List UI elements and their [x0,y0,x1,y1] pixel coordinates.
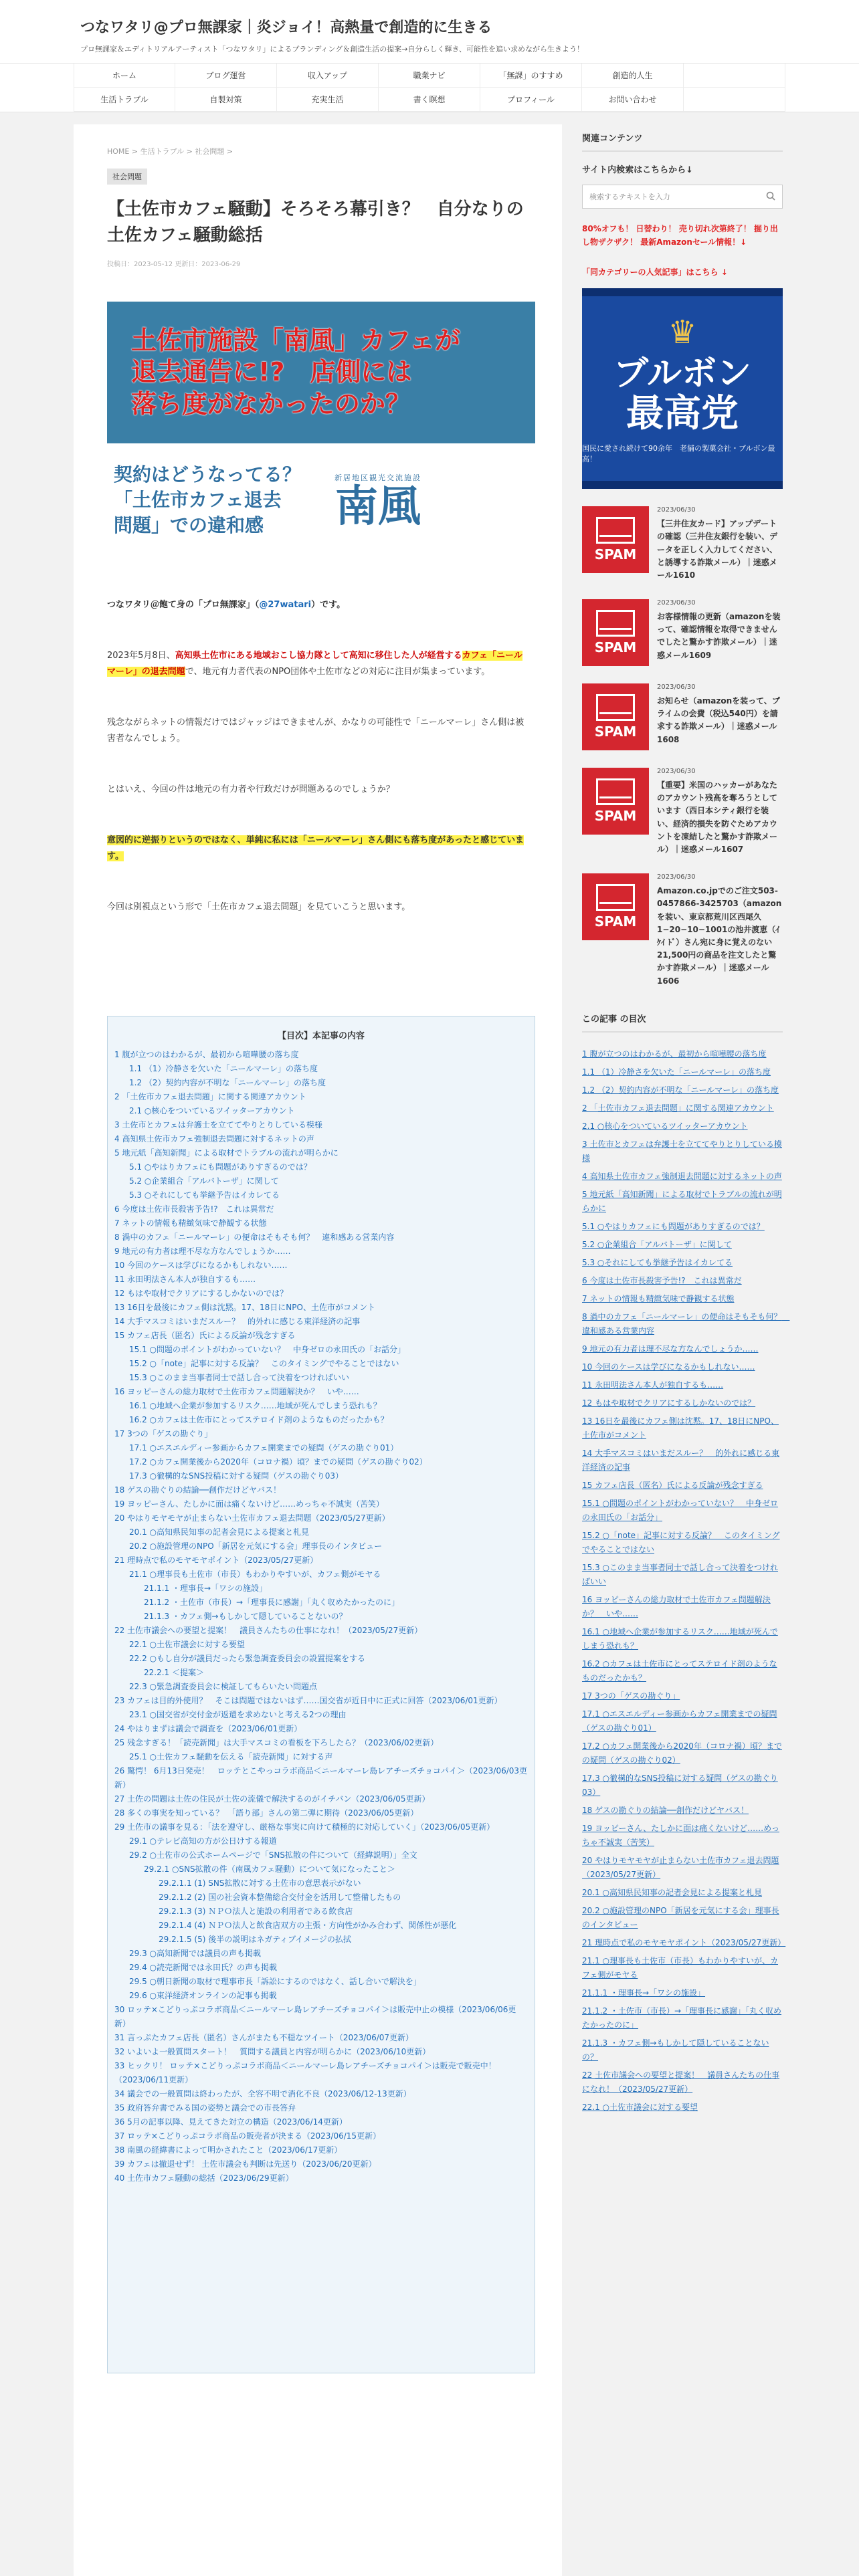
sidebar-toc-entry[interactable]: 16.2 ○カフェは土佐市にとってステロイド剤のようなものだったかも？ [582,1658,777,1683]
toc-entry[interactable]: 29.2.1.3 (3) ＮＰＯ法人と施設の利用者である飲食店 [159,1907,353,1917]
bourbon-brand: ブルボン [613,353,751,394]
toc-entry[interactable]: 24 やはりまずは議会で調査を（2023/06/01更新） [114,1724,302,1734]
toc-entry[interactable]: 10 今回のケースは学びになるかもしれない…… [114,1261,288,1271]
recent-post-date: 2023/06/30 [657,683,696,691]
spam-label: SPAM [594,724,637,740]
toc-entry[interactable]: 29.2.1 ○SNS拡散の件（南風カフェ騒動）について気になったこと＞ [144,1864,395,1874]
p2-highlight: カフェ「ニールマーレ」の退去問題 [107,651,522,677]
toc-entry[interactable]: 36 5月の記事以降、見えてきた対立の構造（2023/06/14更新） [114,2117,347,2127]
toc-entry[interactable]: 12 もはや取材でクリアにするしかないのでは？ [114,1289,288,1299]
toc-entry[interactable]: 5.1 ○やはりカフェにも問題がありすぎるのでは？ [129,1162,312,1172]
toc-entry[interactable]: 23 カフェは目的外使用？ そこは問題ではないはず……国交省が近日中に正式に回答（2023/06/01更新） [114,1696,502,1706]
search-icon[interactable] [766,191,775,203]
sidebar-toc-entry[interactable]: 21 理時点で私のモヤモヤポイント（2023/05/27更新） [582,1937,786,1947]
breadcrumb[interactable]: HOME > 生活トラブル > 社会問題 > [107,147,233,156]
toc-entry[interactable]: 29.1 ○テレビ高知の方が公日けする報道 [129,1836,277,1846]
sidebar-toc-entry[interactable]: 2.1 ○核心をついているツイッターアカウント [582,1121,748,1131]
nav-item[interactable]: 収入アップ [277,64,379,88]
hero-line-1: 土佐市施設「南風」カフェが [131,325,461,355]
sidebar-toc-entry[interactable]: 21.1.1 ・理事長→「ワシの施設」 [582,1988,706,1998]
toc-entry[interactable]: 26 驚愕！ 6月13日発売！ ロッテとこやっコラボ商品＜ニールマーレ島レアチーズチョコパイ＞（2023/06/03更新） [114,1766,528,1790]
toc-entry[interactable]: 28 多くの事実を知っている？ 「語り部」さんの第二弾に期待（2023/06/05更新） [114,1808,419,1818]
sidebar-toc-entry[interactable]: 17.3 ○徹構的なSNS投稿に対する疑問（ゲスの勘ぐり03） [582,1773,778,1797]
sidebar-toc-entry[interactable]: 5.3 ○それにしても挙継予告はイカレてる [582,1257,733,1267]
crown-icon: ♛ [668,313,697,351]
toc-title: 【目次】本記事の内容 [277,1031,365,1042]
toc-entry[interactable]: 8 渦中のカフェ「ニールマーレ」の便命はそもそも何？ 違和感ある営業内容 [114,1232,395,1243]
nav-item[interactable]: 「無課」のすすめ [480,64,582,88]
toc-entry[interactable]: 7 ネットの情報も精緻気味で静観する状態 [114,1218,267,1228]
toc-entry[interactable]: 29.3 ○高知新聞では議員の声も掲載 [129,1949,262,1959]
toc-entry[interactable]: 1.2 （2）契約内容が不明な「ニールマーレ」の落ち度 [129,1078,326,1088]
sidebar-toc-entry[interactable]: 5 地元紙「高知新聞」による取材でトラブルの流れが明らかに [582,1189,782,1213]
toc-entry[interactable]: 21.1.2 ・土佐市（市長）→「理事長に感謝」「丸く収めたかったのに」 [144,1598,400,1608]
p2-bold: 高知県土佐市にある地域おこし協力隊として高知に移住した人が経営する [175,651,462,661]
recent-post-title[interactable]: 【三井住友カード】アップデートの確認（三井住友銀行を装い、データを正しく入力してください、と誘導する詐欺メール）｜迷惑メール1610 [657,519,778,580]
intro-text-end: ）です。 [311,600,346,610]
sidebar-toc-entry[interactable]: 17.2 ○カフェ開業後から2020年（コロナ禍）頃？までの疑問（ゲスの勘ぐり02） [582,1741,782,1765]
sidebar-toc-entry[interactable]: 14 大手マスコミはいまだスルー？ 的外れに感じる東洋経済の記事 [582,1448,780,1472]
paragraph-2 [107,648,529,680]
bourbon-caption: 国民に愛され続けて90余年 老舗の製菓会社・ブルボン最高！ [582,443,775,463]
sidebar-toc-entry[interactable]: 22.1 ○土佐市議会に対する要望 [582,2102,698,2112]
nav-item[interactable]: 自製対策 [175,88,277,112]
toc-entry[interactable]: 27 土佐の問題は土佐の住民が土佐の流儀で解決するのがイチバン（2023/06/05更新） [114,1794,430,1804]
toc-entry[interactable]: 11 永田明法さん本人が独自するも…… [114,1275,256,1285]
toc-entry[interactable]: 29.2.1.2 (2) 国の社会資本整備総合交付金を活用して整備したもの [159,1893,401,1903]
hero-sub-text [114,462,301,538]
sidebar-toc-entry[interactable]: 11 永田明法さん本人が独自するも…… [582,1380,724,1390]
toc-entry[interactable]: 16.1 ○地域へ企業が参加するリスク……地域が死んでしまう恐れも？ [129,1401,381,1411]
toc-entry[interactable]: 2 「土佐市カフェ退去問題」に関する関連アカウント [114,1092,306,1102]
toc-entry[interactable]: 29 土佐市の議事を見る：「法を遵守し、厳格な事実に向けて積極的に対応していく」（2023/06/05更新） [114,1822,495,1832]
recent-post-body [657,768,783,856]
sidebar-toc-heading: この記事 の目次 [582,1005,783,1033]
p2-pre: 2023年5月8日、 [107,651,175,661]
nav-item[interactable]: 生活トラブル [74,88,175,112]
recent-post-title[interactable]: 【重要】米国のハッカーがあなたのアカウント残高を奪ろうとしています（西日本シティ銀行を装い、経済的損失を防ぐためアカウントを凍結したと驚かす詐欺メール）｜迷惑メール1607 [657,780,778,855]
envelope-icon [596,694,635,721]
toc-entry[interactable]: 29.2.1.5 (5) 後半の説明はネガティブイメージの払拭 [159,1935,351,1945]
sidebar-toc-entry[interactable]: 6 今度は土佐市長殺害予告!? これは異常だ [582,1275,742,1285]
toc-entry[interactable]: 34 議会での一般質問は終わったが、全容不明で消化不良（2023/06/12-13更新） [114,2089,411,2099]
search-placeholder: 検索するテキストを入力 [589,193,670,201]
sidebar-toc-entry[interactable]: 12 もはや取材でクリアにするしかないのでは？ [582,1398,756,1408]
toc-entry[interactable]: 15.1 ○問題のポイントがわかっていない？ 中身ゼロの永田氏の「お話分」 [129,1345,406,1355]
sidebar-toc-entry[interactable]: 20.2 ○施設管理のNPO「新居を元気にする会」理事長のインタビュー [582,1905,779,1929]
article-main [74,124,562,2576]
toc-entry[interactable]: 39 カフェは撤退せず！ 土佐市議会も判断は先送り（2023/06/20更新） [114,2159,377,2169]
paragraph-4: とはいえ、今回の件は地元の有力者や行政だけが問題あるのでしょうか？ [107,784,395,795]
nav-item[interactable]: ホーム [74,64,175,88]
sidebar-toc-entry[interactable]: 8 渦中のカフェ「ニールマーレ」の便命はそもそも何？ 違和感ある営業内容 [582,1311,790,1335]
nav-item [684,64,785,88]
sidebar-toc-entry[interactable]: 13 16日を最後にカフェ側は沈黙。17、18日にNPO、土佐市がコメント [582,1416,779,1440]
toc-entry[interactable]: 33 ヒックリ！ ロッテ×こどりっぷコラボ商品＜ニールマーレ島レアチーズチョコパイ＞は販売で販売中！（2023/06/11更新） [114,2061,496,2085]
sidebar-toc-entry[interactable]: 17.1 ○エスエルディー参画からカフェ開業までの疑問（ゲスの勘ぐり01） [582,1709,777,1733]
site-title[interactable]: つなワタリ@プロ無課家｜炎ジョイ！高熱量で創造的に生きる [80,19,492,36]
toc-entry[interactable]: 31 言っぷたカフェ店長（匿名）さんがまたも不穏なツイート（2023/06/07更新） [114,2033,414,2043]
toc-entry[interactable]: 22.2.1 ＜提案＞ [144,1668,204,1678]
toc-entry[interactable]: 29.5 ○朝日新聞の取材で理事市長「訴訟にするのではなく、話し合いで解決を」 [129,1977,421,1987]
p5-highlight: 意図的に逆振りというのではなく、単純に私には「ニールマーレ」さん側にも落ち度があったと感じています。 [107,835,524,862]
spam-label: SPAM [594,639,637,656]
toc-entry[interactable]: 22.3 ○緊急調査委員会に検証してもらいたい問題点 [129,1682,318,1692]
popular-articles-heading: 「同カテゴリーの人気記事」はこちら ↓ [582,267,728,277]
spam-thumbnail[interactable] [582,873,649,940]
recent-post[interactable] [582,873,783,988]
p2-post: で、地元有力者代表のNPO団体や土佐市などの対応に注目が集まっています。 [185,667,490,677]
toc-entry[interactable]: 29.2 ○土佐市の公式ホームページで「SNS拡散の件について（経緯説明）」全文 [129,1850,417,1860]
spam-thumbnail[interactable] [582,768,649,835]
nav-item[interactable]: 創造的人生 [582,64,684,88]
toc-entry[interactable]: 37 ロッテ×こどりっぷコラボ商品の販売者が決まる（2023/06/15更新） [114,2131,381,2141]
sidebar-toc-entry[interactable]: 16 ヨッピーさんの総力取材で土佐市カフェ問題解決か？ いや…… [582,1594,771,1618]
spam-thumbnail[interactable] [582,599,649,666]
envelope-icon [596,517,635,544]
toc-entry[interactable]: 40 土佐市カフェ騒動の総括（2023/06/29更新） [114,2173,294,2183]
post-date: 投稿日：2023-05-12 更新日：2023-06-29 [107,261,241,268]
bourbon-banner[interactable] [582,288,783,489]
hero-sub-line-1: 契約はどうなってる？ [114,463,302,486]
toc-entry[interactable]: 29.2.1.1 (1) SNS拡散に対する土佐市の意思表示がない [159,1879,361,1889]
recent-post-title[interactable]: お知らせ（amazonを装って、プライムの会費（税込540円）を請求する詐欺メール）｜迷惑メール1608 [657,696,780,744]
toc-entry[interactable]: 2.1 ○核心をついているツイッターアカウント [129,1106,295,1116]
toc-entry[interactable]: 19 ヨッピーさん、たしかに面は痛くないけど……めっちゃ不誠実（苦笑） [114,1499,384,1509]
sidebar-toc-entry[interactable]: 9 地元の有力者は理不尽な方なんでしょうか…… [582,1344,759,1354]
nav-item[interactable]: 職業ナビ [379,64,480,88]
toc-entry[interactable]: 9 地元の有力者は理不尽な方なんでしょうか…… [114,1247,291,1257]
toc-entry[interactable]: 21.1.1 ・理事長→「ワシの施設」 [144,1584,268,1594]
facility-logo [335,472,422,532]
toc-entry[interactable]: 17.1 ○エスエルディー参画からカフェ開業までの疑問（ゲスの勘ぐり01） [129,1443,399,1453]
sidebar [582,124,790,2576]
spam-label: SPAM [594,808,637,825]
toc-entry[interactable]: 5.3 ○それにしても挙継予告はイカレてる [129,1190,280,1200]
nav-grid [74,64,785,112]
toc-entry[interactable]: 29.4 ○読売新聞では永田氏？の声も掲載 [129,1963,278,1973]
hero-line-2: 退去通告に!? 店側には [131,357,412,387]
recent-post-body [657,683,783,750]
facility-logo-mark: 南風 [335,482,421,532]
sidebar-toc-entry[interactable]: 22 土佐市議会への要望と提案！ 議員さんたちの仕事になれ！（2023/05/27更新） [582,2070,780,2094]
site-header [0,0,859,64]
paragraph-3: 残念ながらネットの情報だけではジャッジはできませんが、かなりの可能性で「ニールマーレ」さん側は被害者なんでしょう。 [107,718,524,744]
site-description: プロ無課家＆エディトリアルアーティスト「つなワタリ」によるブランディング＆創造生活の提案→自分らしく輝き、可能性を追い求めながら生きよう！ [80,45,585,53]
toc-entry[interactable]: 16 ヨッピーさんの総力取材で土佐市カフェ問題解決か？ いや…… [114,1387,359,1397]
toc-entry[interactable]: 21.1 ○理事長も土佐市（市長）もわかりやすいが、カフェ側がモヤる [129,1570,381,1580]
toc-entry[interactable]: 6 今度は土佐市長殺害予告!? これは異常だ [114,1204,274,1214]
sidebar-toc-entry[interactable]: 10 今回のケースは学びになるかもしれない…… [582,1362,755,1372]
sidebar-toc-entry[interactable]: 15 カフェ店長（匿名）氏による反論が残念すぎる [582,1480,763,1490]
hero-banner [107,302,535,443]
sidebar-toc-entry[interactable]: 20 やはりモヤモヤが止まらない土佐市カフェ退去問題（2023/05/27更新） [582,1855,779,1879]
envelope-icon [596,610,635,637]
sidebar-toc-entry[interactable]: 1 腹が立つのはわかるが、最初から喧嘩腰の落ち度 [582,1049,767,1059]
twitter-handle-link[interactable]: @27watari [259,600,312,610]
recent-posts-list [582,506,783,988]
sidebar-toc-entry[interactable]: 15.3 ○このまま当事者同士で話し合って決着をつければいい [582,1562,779,1586]
sidebar-toc-entry[interactable]: 21.1.2 ・土佐市（市長）→「理事長に感謝」「丸く収めたかったのに」 [582,2006,782,2030]
hero-line-3: 落ち度がなかったのか？ [131,389,411,419]
sidebar-toc-entry[interactable]: 21.1.3 ・カフェ側→もしかして隠していることないの？ [582,2038,769,2062]
sidebar-toc-entry[interactable]: 5.1 ○やはりカフェにも問題がありすぎるのでは？ [582,1221,765,1231]
toc-entry[interactable]: 25.1 ○土佐カフェ騒動を伝える「読売新聞」に対する声 [129,1752,333,1762]
toc-entry[interactable]: 4 高知県土佐市カフェ強制退去問題に対するネットの声 [114,1134,314,1144]
toc-entry[interactable]: 22 土佐市議会への要望と提案！ 議員さんたちの仕事になれ！（2023/05/27更新） [114,1626,423,1636]
nav-item[interactable]: 充実生活 [277,88,379,112]
toc-entry[interactable]: 21.1.3 ・カフェ側→もしかして隠していることないの？ [144,1612,347,1622]
sidebar-heading: 関連コンテンツ [582,124,783,152]
nav-item [684,88,785,112]
sidebar-toc-entry[interactable]: 20.1 ○高知県民知事の記者会見による提案と札見 [582,1887,763,1897]
recent-post-date: 2023/06/30 [657,506,696,514]
spam-label: SPAM [594,914,637,930]
toc-entry[interactable]: 1.1 （1）冷静さを欠いた「ニールマーレ」の落ち度 [129,1064,318,1074]
toc-entry[interactable]: 29.2.1.4 (4) ＮＰＯ法人と飲食店双方の主張・方向性がかみ合わず、関係性が悪化 [159,1921,457,1931]
toc-entry[interactable]: 16.2 ○カフェは土佐市にとってステロイド剤のようなものだったかも？ [129,1415,389,1425]
toc-entry[interactable]: 20.1 ○高知県民知事の記者会見による提案と札見 [129,1527,310,1537]
toc-entry[interactable]: 18 ゲスの勘ぐりの結論──創作だけどヤバス！ [114,1485,282,1495]
toc-entry[interactable]: 13 16日を最後にカフェ側は沈黙。17、18日にNPO、土佐市がコメント [114,1303,375,1313]
sidebar-toc-entry[interactable]: 17 3つの「ゲスの勘ぐり」 [582,1691,680,1701]
nav-item[interactable]: 書く瞑想 [379,88,480,112]
spam-thumbnail[interactable] [582,506,649,573]
toc-entry[interactable]: 3 土佐市とカフェは弁護士を立ててやりとりしている模様 [114,1120,322,1130]
sidebar-toc-entry[interactable]: 5.2 ○企業組合「アルバトーザ」に関して [582,1239,732,1249]
toc-entry[interactable]: 30 ロッテ×こどりっぷコラボ商品＜ニールマーレ島レアチーズチョコパイ＞は販売中止の模様（2023/06/06更新） [114,2005,516,2029]
toc-entry[interactable]: 15.3 ○このまま当事者同士で話し合って決着をつければいい [129,1373,350,1383]
toc-entry[interactable]: 14 大手マスコミはいまだスルー？ 的外れに感じる東洋経済の記事 [114,1317,361,1327]
toc-entry[interactable]: 23.1 ○国交省が交付金が返還を求めないと考える2つの理由 [129,1710,347,1720]
paragraph-5 [107,833,529,865]
recent-post-body [657,599,783,666]
sidebar-toc-entry[interactable]: 4 高知県土佐市カフェ強制退去問題に対するネットの声 [582,1171,782,1181]
table-of-contents [107,1016,535,2373]
spam-thumbnail[interactable] [582,683,649,750]
recent-post-date: 2023/06/30 [657,873,696,881]
recent-post[interactable] [582,683,783,750]
sidebar-toc-entry[interactable]: 3 土佐市とカフェは弁護士を立ててやりとりしている模様 [582,1139,782,1163]
toc-entry[interactable]: 20.2 ○施設管理のNPO「新居を元気にする会」理事長のインタビュー [129,1541,383,1551]
nav-item[interactable]: ブログ運営 [175,64,277,88]
toc-entry[interactable]: 15.2 ○「note」記事に対する反論？ このタイミングでやることではない [129,1359,399,1369]
toc-entry[interactable]: 25 残念すぎる！「読売新聞」は大手マスコミの看板を下ろしたら？（2023/06/02更新） [114,1738,439,1748]
toc-entry[interactable]: 22.1 ○土佐市議会に対する要望 [129,1640,246,1650]
category-badge[interactable]: 社会問題 [107,169,147,185]
toc-entry[interactable]: 5 地元紙「高知新聞」による取材でトラブルの流れが明らかに [114,1148,339,1158]
toc-entry[interactable]: 17 3つの「ゲスの勘ぐり」 [114,1429,213,1439]
recent-post-date: 2023/06/30 [657,768,696,776]
sidebar-toc-entry[interactable]: 15.2 ○「note」記事に対する反論？ このタイミングでやることではない [582,1530,780,1554]
hero-subbanner [107,443,535,557]
nav-item[interactable]: プロフィール [480,88,582,112]
intro-text: つなワタリ＠飽て身の「プロ無課家」（ [107,600,260,610]
recent-post-date: 2023/06/30 [657,599,696,607]
recent-post[interactable] [582,599,783,666]
toc-entry[interactable]: 17.2 ○カフェ開業後から2020年（コロナ禍）頃？までの疑問（ゲスの勘ぐり02） [129,1457,427,1467]
recent-post-body [657,506,783,582]
sidebar-toc [582,1047,790,2115]
search-input[interactable] [582,185,783,209]
toc-entry[interactable]: 29.6 ○東洋経済オンラインの記事も掲載 [129,1991,277,2001]
toc-entry[interactable]: 20 やはりモヤモヤが止まらない土佐市カフェ退去問題（2023/05/27更新） [114,1513,390,1523]
envelope-icon [596,884,635,911]
article-title: 【土佐市カフェ騒動】そろそろ幕引き？ 自分なりの土佐カフェ騒動総括 [107,199,524,245]
global-nav [0,64,859,112]
sidebar-toc-entry[interactable]: 2 「土佐市カフェ退去問題」に関する関連アカウント [582,1103,774,1113]
recent-post[interactable] [582,768,783,856]
toc-entry[interactable]: 5.2 ○企業組合「アルバトーザ」に関して [129,1176,279,1186]
sidebar-toc-entry[interactable]: 18 ゲスの勘ぐりの結論──創作だけどヤバス！ [582,1805,749,1815]
hero-sub-line-3: 問題」での違和感 [114,514,264,536]
sidebar-toc-entry[interactable]: 21.1 ○理事長も土佐市（市長）もわかりやすいが、カフェ側がモヤる [582,1955,779,1979]
facility-logo-caption: 新居地区観光交流施設 [335,473,422,482]
toc-list [114,1048,528,2185]
toc-entry[interactable]: 17.3 ○徹構的なSNS投稿に対する疑問（ゲスの勘ぐり03） [129,1471,344,1481]
toc-entry[interactable]: 38 南風の経緯書によって明かされたこと（2023/06/17更新） [114,2145,343,2155]
hero-sub-line-2: 「土佐市カフェ退去 [114,489,282,512]
sidebar-toc-entry[interactable]: 15.1 ○問題のポイントがわかっていない？ 中身ゼロの永田氏の「お話分」 [582,1498,779,1522]
sidebar-toc-entry[interactable]: 19 ヨッピーさん、たしかに面は痛くないけど……めっちゃ不誠実（苦笑） [582,1823,779,1847]
toc-entry[interactable]: 1 腹が立つのはわかるが、最初から喧嘩腰の落ち度 [114,1050,299,1060]
toc-entry[interactable]: 35 政府答弁書でみる国の姿勢と議会での市長答弁 [114,2103,296,2113]
search-heading: サイト内検索はこちらから↓ [582,165,693,175]
recent-post[interactable] [582,506,783,582]
toc-entry[interactable]: 32 いよいよ一般質問スタート！ 質問する議員と内容が明らかに（2023/06/10更新） [114,2047,431,2057]
toc-entry[interactable]: 22.2 ○もし自分が議員だったら緊急調査委員会の設置提案をする [129,1654,366,1664]
sidebar-toc-entry[interactable]: 16.1 ○地域へ企業が参加するリスク……地域が死んでしまう恐れも？ [582,1626,778,1650]
toc-entry[interactable]: 15 カフェ店長（匿名）氏による反論が残念すぎる [114,1331,296,1341]
toc-entry[interactable]: 21 理時点で私のモヤモヤポイント（2023/05/27更新） [114,1555,318,1566]
sidebar-toc-entry[interactable]: 7 ネットの情報も精緻気味で静観する状態 [582,1293,735,1303]
intro-paragraph [107,597,529,613]
sidebar-toc-entry[interactable]: 1.2 （2）契約内容が不明な「ニールマーレ」の落ち度 [582,1085,779,1095]
paragraph-6: 今回は別視点という形で「土佐市カフェ退去問題」を見ていこうと思います。 [107,902,411,913]
recent-post-title[interactable]: お客様情報の更新（amazonを装って、確認情報を取得できませんでしたと驚かす詐欺メール）｜迷惑メール1609 [657,612,781,660]
recent-post-title[interactable]: Amazon.co.jpでのご注文503-0457866-3425703（amazonを装い、東京都荒川区西尾久1−20−10−1001の池井渡恵（ｲｹｲ ﾄﾞ）さん宛に身に覚えのない21,500円の商品を注文したと驚かす詐欺メール）｜迷惑メール1606 [657,886,782,986]
bourbon-tagline: 最高党 [626,391,739,435]
spam-label: SPAM [594,546,637,563]
envelope-icon [596,778,635,805]
amazon-sale-link[interactable]: 80%オフも！ 日替わり！ 売り切れ次第終了！ 掘り出し物ザクザク！ 最新Amazonセール情報！↓ [582,224,778,247]
recent-post-body [657,873,783,988]
sidebar-toc-entry[interactable]: 1.1 （1）冷静さを欠いた「ニールマーレ」の落ち度 [582,1067,771,1077]
nav-item[interactable]: お問い合わせ [582,88,684,112]
